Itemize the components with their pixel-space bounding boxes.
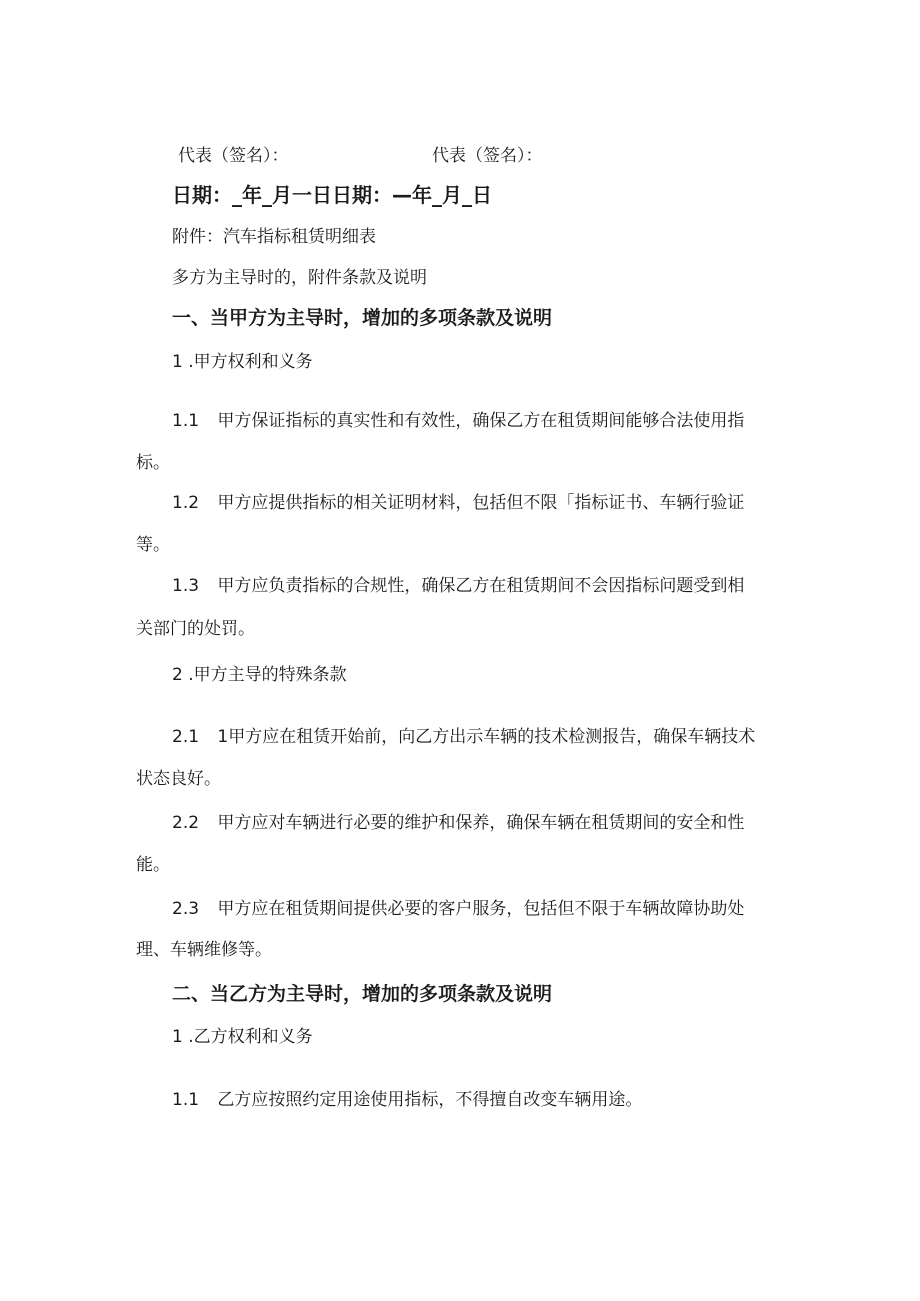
clause-2-3-line-1 (172, 897, 744, 921)
date-line: 日期：_年_月一日日期：—年_月_日 (172, 183, 492, 207)
section-2-subheading-1: 1 .乙方权利和义务 (172, 1027, 313, 1047)
clause-text: 甲方保证指标的真实性和有效性，确保乙方在租赁期间能够合法使用指 (217, 411, 745, 431)
clause-text: 1甲方应在租赁开始前，向乙方出示车辆的技术检测报告，确保车辆技术 (217, 727, 756, 747)
clause-2-1-line-2: 状态良好。 (136, 769, 221, 789)
clause-text: 甲方应对车辆进行必要的维护和保养，确保车辆在租赁期间的安全和性 (217, 813, 745, 833)
clause-1-3-line-1 (172, 574, 744, 598)
clause-2-2-line-2: 能。 (136, 855, 170, 875)
clause-2-1-line-1 (172, 725, 755, 749)
clause-text: 甲方应提供指标的相关证明材料，包括但不限「指标证书、车辆行验证 (217, 493, 745, 513)
clause-number: 2.1 (172, 727, 200, 747)
section-1-subheading-2: 2 .甲方主导的特殊条款 (172, 665, 347, 685)
clause-text: 乙方应按照约定用途使用指标，不得擅自改变车辆用途。 (217, 1090, 643, 1110)
clause-1-2-line-1 (172, 491, 744, 515)
clause-1-1-line-2: 标。 (136, 453, 170, 473)
clause-number: 2.2 (172, 813, 200, 833)
signature-left-label: 代表（签名）： (178, 146, 289, 166)
intro-line: 多方为主导时的，附件条款及说明 (172, 268, 427, 288)
clause-2-section-1-1-line-1 (172, 1088, 642, 1112)
clause-number: 1.2 (172, 493, 200, 513)
clause-1-2-line-2: 等。 (136, 535, 170, 555)
section-2-heading: 二、当乙方为主导时，增加的多项条款及说明 (172, 983, 553, 1005)
clause-1-1-line-1 (172, 409, 744, 433)
section-1-subheading-1: 1 .甲方权利和义务 (172, 352, 313, 372)
signature-right-label: 代表（签名）： (432, 146, 543, 166)
clause-1-3-line-2: 关部门的处罚。 (136, 619, 255, 639)
section-1-heading: 一、当甲方为主导时，增加的多项条款及说明 (172, 307, 553, 329)
clause-text: 甲方应负责指标的合规性，确保乙方在租赁期间不会因指标问题受到相 (217, 576, 745, 596)
attachment-line: 附件：汽车指标租赁明细表 (172, 227, 376, 247)
clause-2-2-line-1 (172, 811, 744, 835)
clause-2-3-line-2: 理、车辆维修等。 (136, 940, 272, 960)
clause-number: 1.1 (172, 1090, 200, 1110)
clause-number: 1.3 (172, 576, 200, 596)
clause-text: 甲方应在租赁期间提供必要的客户服务，包括但不限于车辆故障协助处 (217, 899, 745, 919)
clause-number: 1.1 (172, 411, 200, 431)
clause-number: 2.3 (172, 899, 200, 919)
